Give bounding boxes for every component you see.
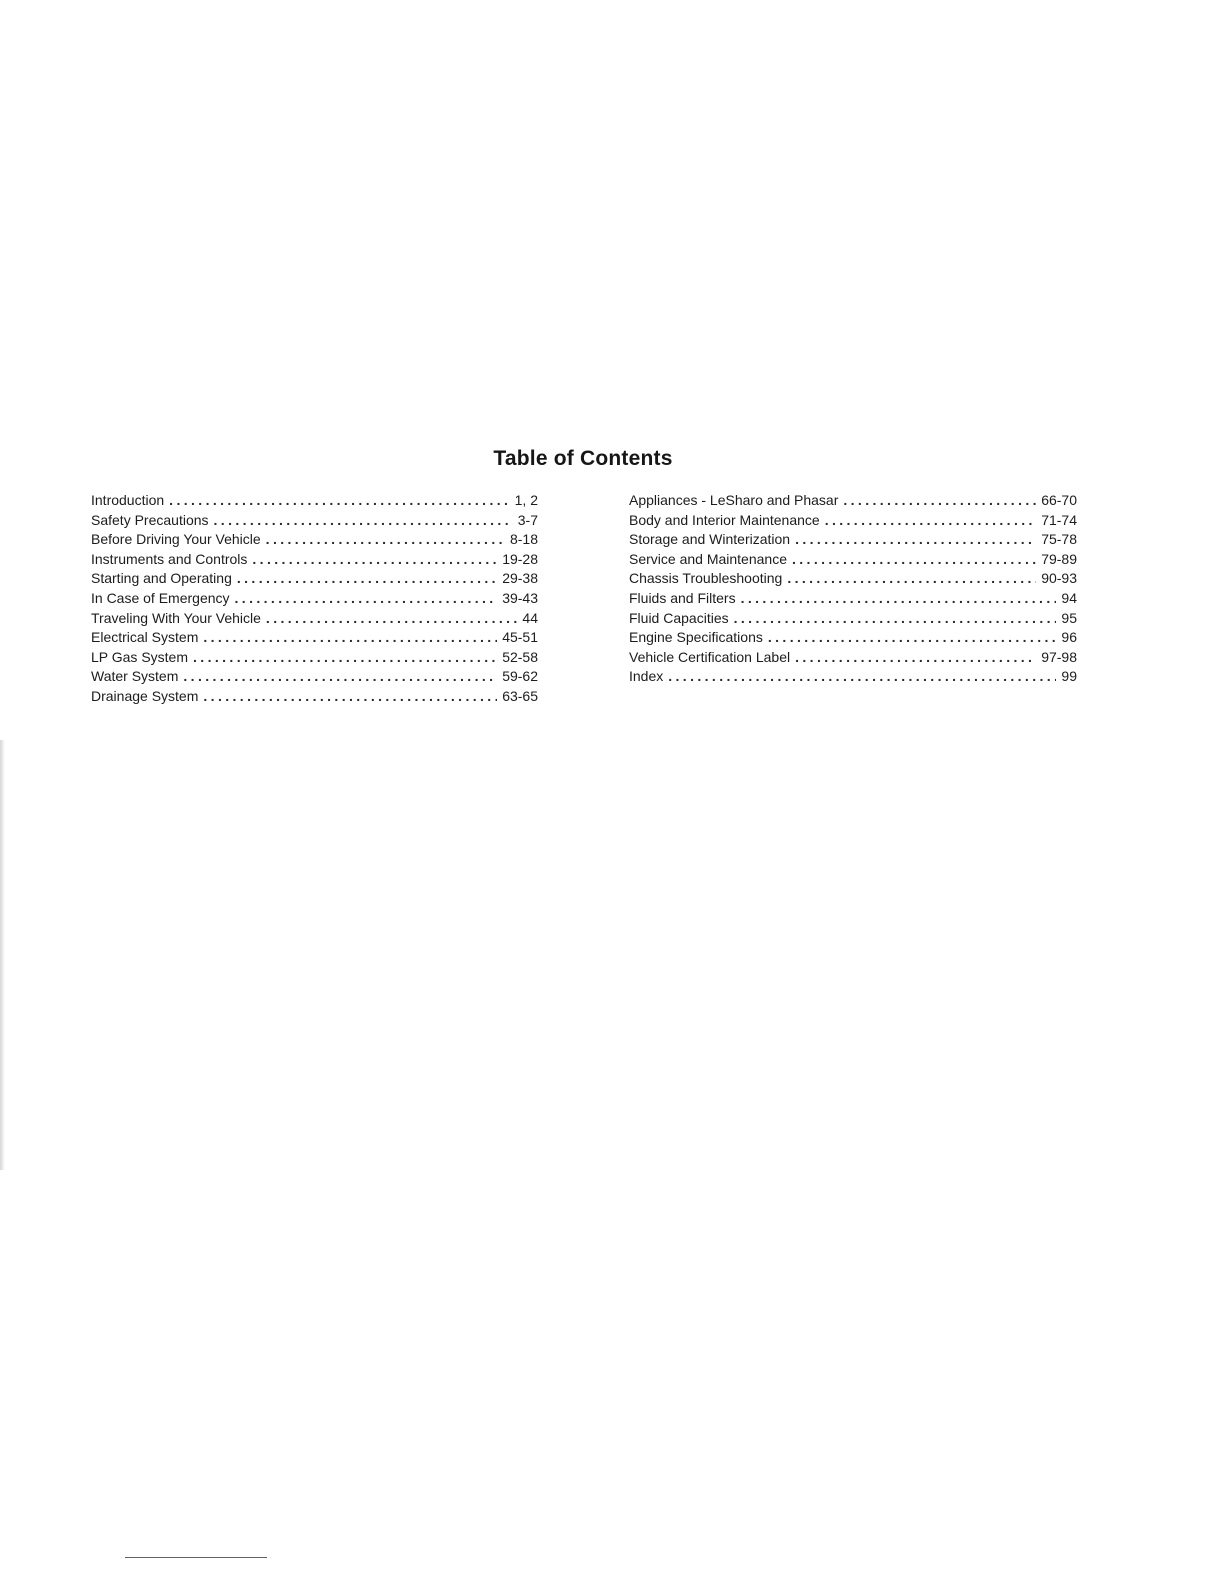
toc-entry-label: Traveling With Your Vehicle [91, 609, 261, 626]
toc-entry-pages: 59-62 [502, 668, 538, 685]
toc-entry-label: Chassis Troubleshooting [629, 570, 783, 587]
toc-entry-label: Starting and Operating [91, 570, 232, 587]
toc-entry-label: Instruments and Controls [91, 550, 248, 567]
dot-leader [768, 628, 1057, 648]
dot-leader [734, 609, 1057, 629]
toc-entry-pages: 90-93 [1041, 570, 1077, 587]
toc-entry-label: In Case of Emergency [91, 589, 230, 606]
dot-leader [214, 511, 513, 531]
dot-leader [183, 667, 497, 687]
page-title: Table of Contents [493, 447, 673, 470]
toc-entry [91, 648, 538, 668]
dot-leader [203, 687, 497, 707]
toc-entry-label: Electrical System [91, 629, 199, 646]
toc-entry-pages: 97-98 [1041, 648, 1077, 665]
toc-entry-pages: 71-74 [1041, 511, 1077, 528]
toc-entry-label: Storage and Winterization [629, 531, 791, 548]
toc-entry [629, 589, 1077, 609]
toc-entry [629, 550, 1077, 570]
toc-entry-pages: 94 [1061, 589, 1077, 606]
toc-entry [629, 628, 1077, 648]
toc-left-column [91, 491, 538, 707]
toc-entry-label: Before Driving Your Vehicle [91, 531, 261, 548]
toc-entry [629, 530, 1077, 550]
dot-leader [843, 491, 1036, 511]
dot-leader [792, 550, 1036, 570]
toc-entry-label: Safety Precautions [91, 511, 209, 528]
toc-entry-pages: 95 [1061, 609, 1077, 626]
toc-entry-pages: 45-51 [502, 629, 538, 646]
toc-entry-label: Drainage System [91, 687, 199, 704]
toc-entry-pages: 75-78 [1041, 531, 1077, 548]
dot-leader [252, 550, 497, 570]
toc-entry [629, 609, 1077, 629]
toc-entry-label: Introduction [91, 492, 165, 508]
toc-entry-pages: 29-38 [502, 570, 538, 587]
toc-entry [91, 550, 538, 570]
toc-entry-label: Fluids and Filters [629, 589, 736, 606]
toc-entry [91, 628, 538, 648]
toc-entry [91, 687, 538, 707]
toc-entry-label: Index [629, 668, 664, 685]
toc-entry [629, 667, 1077, 687]
toc-entry-label: Appliances - LeSharo and Phasar [629, 492, 839, 508]
toc-entry-pages: 8-18 [509, 531, 538, 548]
toc-entry-label: Fluid Capacities [629, 609, 729, 626]
toc-entry [91, 491, 538, 511]
toc-entry-pages: 96 [1061, 629, 1077, 646]
dot-leader [825, 511, 1037, 531]
toc-entry-label: Service and Maintenance [629, 550, 787, 567]
dot-leader [266, 609, 518, 629]
dot-leader [266, 530, 505, 550]
dot-leader [235, 589, 498, 609]
toc-entry-label: Engine Specifications [629, 629, 763, 646]
dot-leader [193, 648, 497, 668]
toc-entry [629, 511, 1077, 531]
toc-entry [91, 667, 538, 687]
toc-entry [91, 569, 538, 589]
dot-leader [795, 648, 1036, 668]
dot-leader [795, 530, 1036, 550]
toc-entry-pages: 66-70 [1041, 492, 1077, 508]
toc-entry [91, 589, 538, 609]
toc-entry [91, 530, 538, 550]
dot-leader [668, 667, 1056, 687]
toc-entry-label: Water System [91, 668, 179, 685]
toc-entry-pages: 63-65 [502, 687, 538, 704]
toc-right-column [629, 491, 1077, 687]
dot-leader [169, 491, 509, 511]
toc-entry [91, 511, 538, 531]
toc-entry-pages: 3-7 [517, 511, 538, 528]
toc-entry-label: Body and Interior Maintenance [629, 511, 820, 528]
toc-entry-pages: 1, 2 [514, 492, 538, 508]
dot-leader [741, 589, 1057, 609]
toc-entry-pages: 39-43 [502, 589, 538, 606]
toc-entry-pages: 19-28 [502, 550, 538, 567]
toc-entry-label: Vehicle Certification Label [629, 648, 791, 665]
dot-leader [203, 628, 497, 648]
toc-entry [91, 609, 538, 629]
bottom-rule [125, 1557, 267, 1558]
dot-leader [787, 569, 1036, 589]
toc-entry-pages: 52-58 [502, 648, 538, 665]
scan-edge-shadow [0, 740, 5, 1170]
toc-entry-pages: 99 [1061, 668, 1077, 685]
toc-entry-pages: 44 [522, 609, 538, 626]
dot-leader [237, 569, 497, 589]
toc-entry-label: LP Gas System [91, 648, 189, 665]
toc-entry-pages: 79-89 [1041, 550, 1077, 567]
toc-entry [629, 648, 1077, 668]
toc-entry [629, 569, 1077, 589]
toc-entry [629, 491, 1077, 511]
